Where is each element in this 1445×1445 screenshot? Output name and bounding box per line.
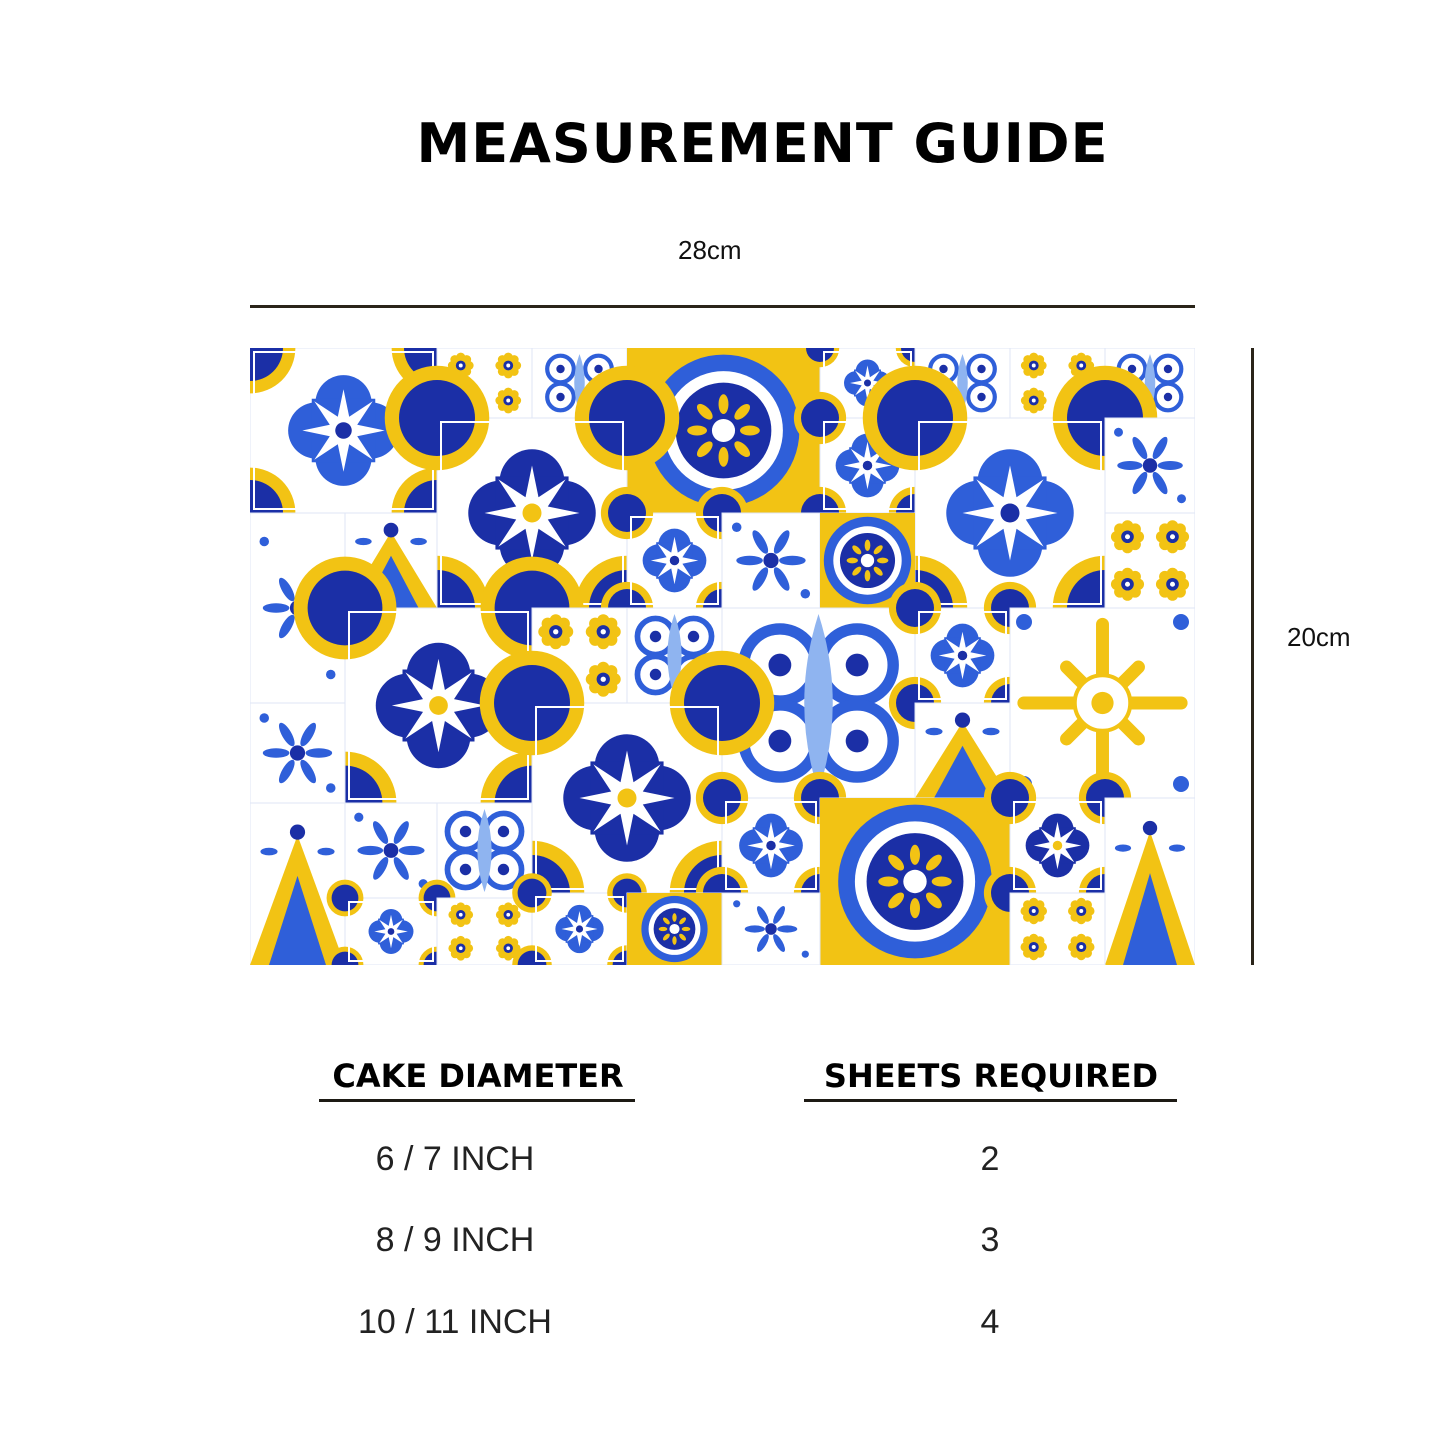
height-measure-line bbox=[1251, 348, 1254, 965]
tile-lace bbox=[345, 803, 437, 898]
height-label: 20cm bbox=[1287, 622, 1351, 652]
tile-lace bbox=[1105, 418, 1195, 513]
header-sheets-required: SHEETS REQUIRED bbox=[823, 1057, 1159, 1095]
tile-lace bbox=[722, 893, 820, 965]
tile-lace bbox=[250, 703, 345, 803]
diameter-cell-row-2: 8 / 9 INCH bbox=[375, 1221, 535, 1259]
sheets-cell-row-3: 4 bbox=[980, 1303, 1000, 1341]
header-underline-left bbox=[319, 1099, 635, 1102]
sheets-cell-row-1: 2 bbox=[980, 1140, 1000, 1178]
width-label: 28cm bbox=[678, 235, 742, 265]
header-underline-right bbox=[804, 1099, 1177, 1102]
sheets-cell-row-2: 3 bbox=[980, 1221, 1000, 1259]
diameter-cell-row-1: 6 / 7 INCH bbox=[375, 1140, 535, 1178]
page-title: MEASUREMENT GUIDE bbox=[416, 112, 1109, 175]
tile-flower bbox=[1010, 893, 1105, 965]
tile-pattern-image bbox=[250, 348, 1195, 965]
tile-yellowcross bbox=[1010, 608, 1195, 798]
width-measure-line bbox=[250, 305, 1195, 308]
tile-lace bbox=[722, 513, 820, 608]
header-cake-diameter: CAKE DIAMETER bbox=[332, 1057, 624, 1095]
tile-medallion bbox=[627, 893, 722, 965]
tile-yellowleaf bbox=[250, 803, 345, 965]
tile-medallion bbox=[820, 798, 1010, 965]
tile-yellowleaf bbox=[1105, 798, 1195, 965]
diameter-cell-row-3: 10 / 11 INCH bbox=[357, 1303, 552, 1341]
tile-flower bbox=[1105, 513, 1195, 608]
